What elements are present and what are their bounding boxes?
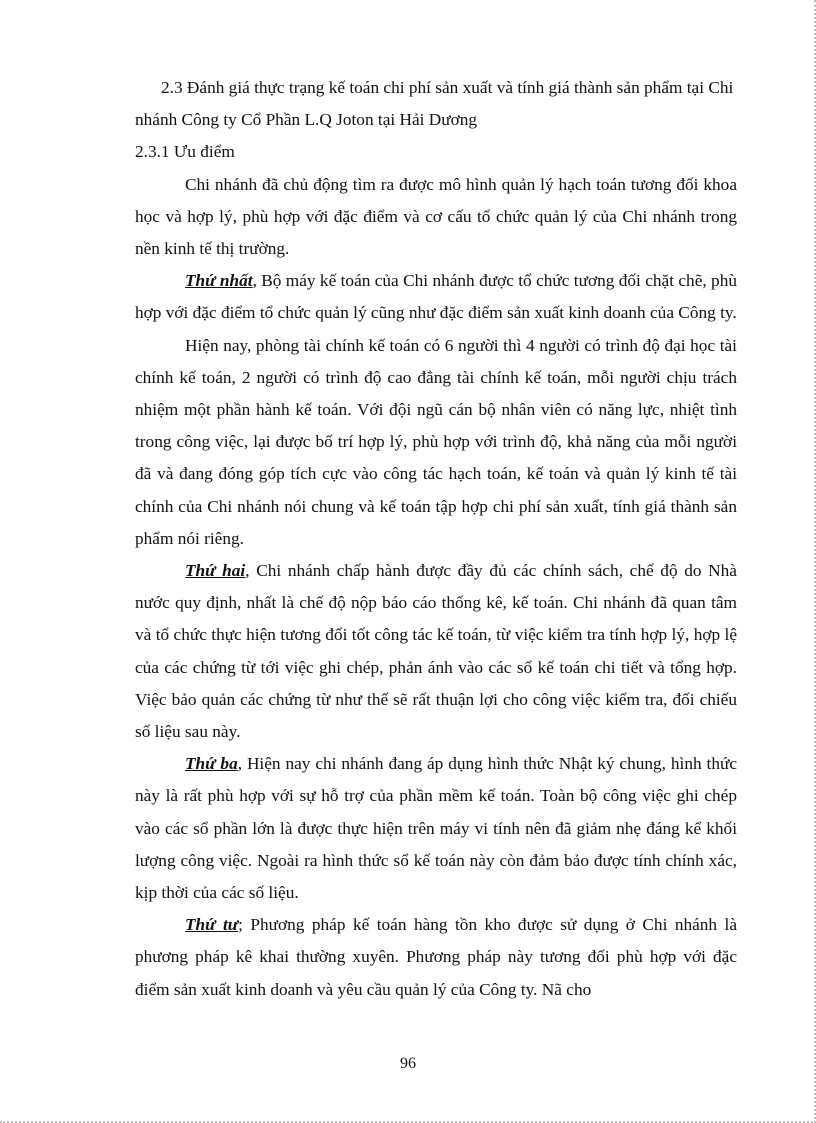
- paragraph-text: ; Phương pháp kế toán hàng tồn kho được sử dụng ở Chi nhánh là phương pháp kê khai thường xuyên. Phương pháp này tương đối phù hợp với đặc điểm sản xuất kinh doanh và yêu cầu quản lý của Công ty. Nã cho: [135, 915, 737, 999]
- paragraph-lead: Thứ tư: [185, 915, 239, 935]
- paragraph-third: [135, 748, 737, 909]
- paragraph-text: , Chi nhánh chấp hành được đầy đủ các chính sách, chế độ do Nhà nước quy định, nhất là chế độ nộp báo cáo thống kê, kế toán. Chi nhánh đã quan tâm và tổ chức thực hiện tương đối tốt công tác kế toán, từ việc kiểm tra tính hợp lý, hợp lệ của các chứng từ tới việc ghi chép, phản ánh vào các sổ kế toán chi tiết và tổng hợp. Việc bảo quản các chứng từ như thế sẽ rất thuận lợi cho công việc kiểm tra, đối chiếu số liệu sau này.: [135, 561, 737, 742]
- section-heading: 2.3 Đánh giá thực trạng kế toán chi phí sản xuất và tính giá thành sản phẩm tại Chi nhánh Công ty Cổ Phần L.Q Joton tại Hải Dương: [135, 78, 734, 130]
- paragraph-text: , Hiện nay chi nhánh đang áp dụng hình thức Nhật ký chung, hình thức này là rất phù hợp với sự hỗ trợ của phần mềm kế toán. Toàn bộ công việc ghi chép vào các sổ phần lớn là được thực hiện trên máy vi tính nên đã giảm nhẹ đáng kể khối lượng công việc. Ngoài ra hình thức sổ kế toán này còn đảm bảo được tính chính xác, kịp thời của các số liệu.: [135, 754, 737, 903]
- paragraph-fourth: [135, 909, 737, 1006]
- subsection-heading: 2.3.1 Ưu điểm: [135, 142, 235, 162]
- intro-paragraph: Chi nhánh đã chủ động tìm ra được mô hình quản lý hạch toán tương đối khoa học và hợp lý, phù hợp với đặc điểm và cơ cấu tổ chức quản lý của Chi nhánh trong nền kinh tế thị trường.: [135, 174, 737, 259]
- paragraph-lead: Thứ hai: [185, 561, 246, 581]
- paragraph-second: [135, 555, 737, 748]
- paragraph-first: [135, 265, 737, 329]
- page-number: 96: [400, 1055, 416, 1072]
- paragraph-staff: [135, 330, 737, 555]
- paragraph-text: , Bộ máy kế toán của Chi nhánh được tổ chức tương đối chặt chẽ, phù hợp với đặc điểm tổ chức quản lý cũng như đặc điểm sản xuất kinh doanh của Công ty.: [135, 271, 737, 323]
- paragraph-text: Hiện nay, phòng tài chính kế toán có 6 người thì 4 người có trình độ đại học tài chính kế toán, 2 người có trình độ cao đẳng tài chính kế toán, mỗi người chịu trách nhiệm một phần hành kế toán. Với đội ngũ cán bộ nhân viên có năng lực, nhiệt tình trong công việc, lại được bố trí hợp lý, phù hợp với trình độ, khả năng của mỗi người đã và đang đóng góp tích cực vào công tác hạch toán, kế toán và quản lý kinh tế tài chính của Chi nhánh nói chung và kế toán tập hợp chi phí sản xuất, tính giá thành sản phẩm nói riêng.: [135, 335, 737, 548]
- paragraph-lead: Thứ ba: [185, 754, 238, 774]
- paragraph-lead: Thứ nhất: [185, 271, 253, 291]
- document-body: [135, 72, 737, 1006]
